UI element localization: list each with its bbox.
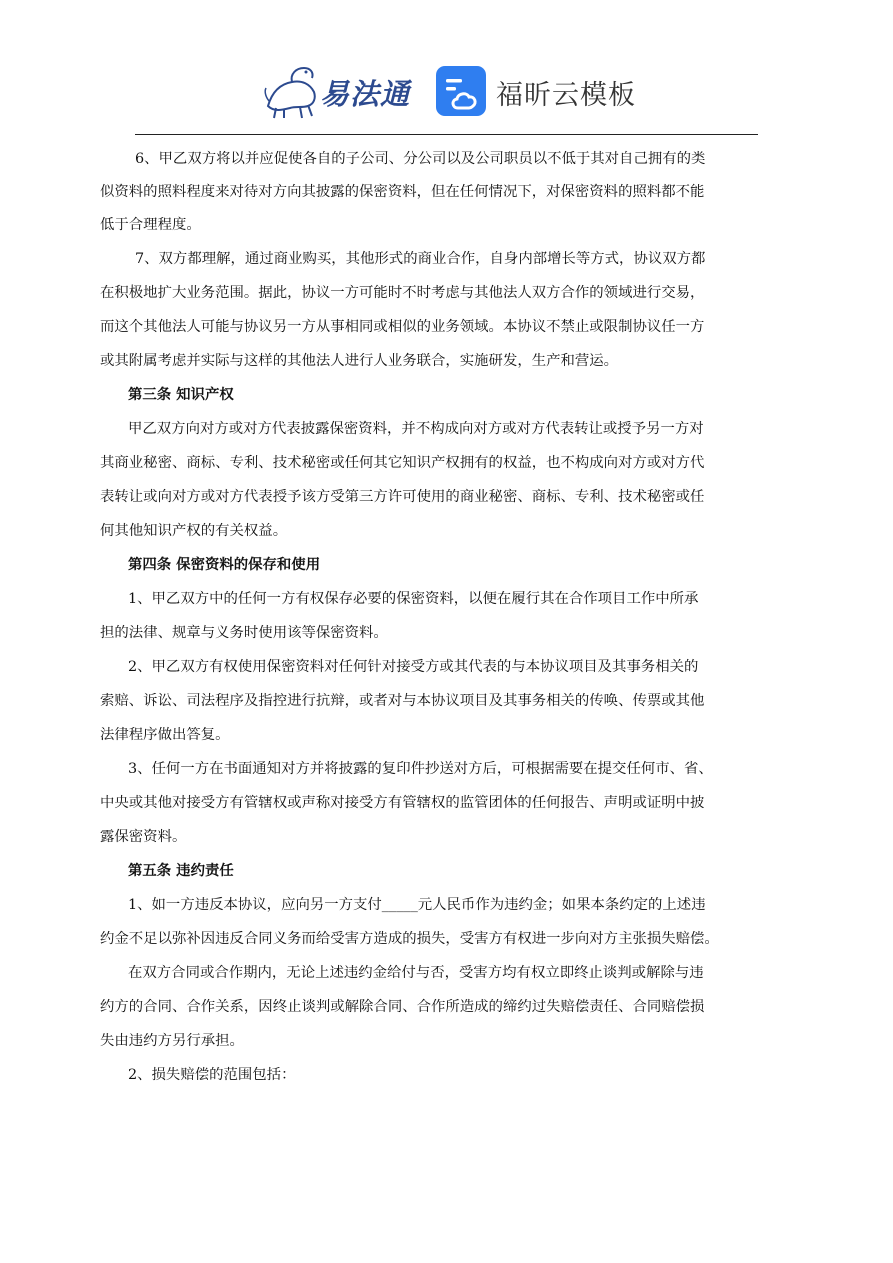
paragraph-line: 在积极地扩大业务范围。据此，协议一方可能时不时考虑与其他法人双方合作的领域进行交易， xyxy=(100,285,705,301)
paragraph-line: 法律程序做出答复。 xyxy=(100,727,230,743)
yifatong-logo-text: 易法通 xyxy=(320,77,411,111)
section-heading-article-4: 第四条 保密资料的保存和使用 xyxy=(128,556,321,573)
paragraph-line: 似资料的照料程度来对待对方向其披露的保密资料，但在任何情况下，对保密资料的照料都不能 xyxy=(100,184,705,200)
section-heading-article-5: 第五条 违约责任 xyxy=(128,862,234,879)
paragraph-line: 约方的合同、合作关系，因终止谈判或解除合同、合作所造成的缔约过失赔偿责任、合同赔偿损 xyxy=(100,999,705,1015)
paragraph-line: 担的法律、规章与义务时使用该等保密资料。 xyxy=(100,625,388,641)
paragraph-line: 索赔、诉讼、司法程序及指控进行抗辩，或者对与本协议项目及其事务相关的传唤、传票或其他 xyxy=(100,693,705,709)
paragraph-line: 2、甲乙双方有权使用保密资料对任何针对接受方或其代表的与本协议项目及其事务相关的 xyxy=(128,659,699,675)
paragraph-line: 约金不足以弥补因违反合同义务而给受害方造成的损失，受害方有权进一步向对方主张损失赔偿。 xyxy=(100,931,719,947)
paragraph-line: 3、任何一方在书面通知对方并将披露的复印件抄送对方后，可根据需要在提交任何市、省、 xyxy=(128,761,713,777)
paragraph-line: 1、如一方违反本协议，应向另一方支付_____元人民币作为违约金；如果本条约定的上述违 xyxy=(128,897,706,913)
paragraph-line: 7、双方都理解，通过商业购买，其他形式的商业合作，自身内部增长等方式，协议双方都 xyxy=(135,251,706,267)
section-heading-article-3: 第三条 知识产权 xyxy=(128,386,234,403)
paragraph-line: 何其他知识产权的有关权益。 xyxy=(100,523,288,539)
paragraph-line: 表转让或向对方或对方代表授予该方受第三方许可使用的商业秘密、商标、专利、技术秘密或任 xyxy=(100,489,705,505)
paragraph-line: 6、甲乙双方将以并应促使各自的子公司、分公司以及公司职员以不低于其对自己拥有的类 xyxy=(135,151,706,167)
paragraph-line: 或其附属考虑并实际与这样的其他法人进行人业务联合，实施研发，生产和营运。 xyxy=(100,353,619,369)
paragraph-line: 甲乙双方向对方或对方代表披露保密资料，并不构成向对方或对方代表转让或授予另一方对 xyxy=(128,421,704,437)
paragraph-line: 而这个其他法人可能与协议另一方从事相同或相似的业务领域。本协议不禁止或限制协议任一方 xyxy=(100,319,705,335)
paragraph-line: 其商业秘密、商标、专利、技术秘密或任何其它知识产权拥有的权益，也不构成向对方或对方代 xyxy=(100,455,705,471)
paragraph-line: 在双方合同或合作期内，无论上述违约金给付与否，受害方均有权立即终止谈判或解除与违 xyxy=(128,965,704,981)
paragraph-line: 露保密资料。 xyxy=(100,829,187,845)
foxit-logo-text: 福昕云模板 xyxy=(496,80,636,111)
paragraph-line: 1、甲乙双方中的任何一方有权保存必要的保密资料，以便在履行其在合作项目工作中所承 xyxy=(128,591,699,607)
paragraph-line: 2、损失赔偿的范围包括： xyxy=(128,1067,296,1083)
paragraph-line: 低于合理程度。 xyxy=(100,217,201,233)
paragraph-line: 失由违约方另行承担。 xyxy=(100,1033,244,1049)
paragraph-line: 中央或其他对接受方有管辖权或声称对接受方有管辖权的监管团体的任何报告、声明或证明中披 xyxy=(100,795,705,811)
